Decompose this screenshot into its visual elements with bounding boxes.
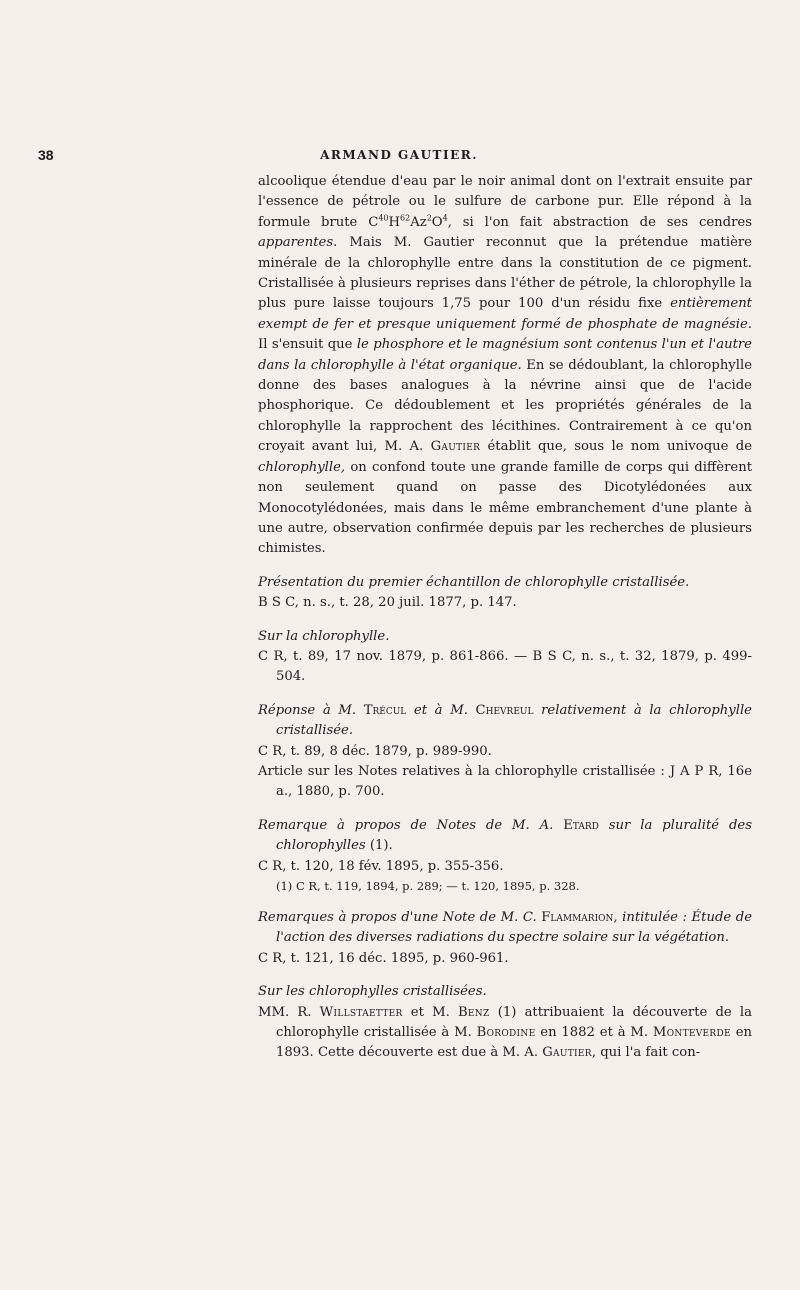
small-caps-name: Borodine: [476, 1025, 536, 1041]
formula-part: C: [368, 214, 379, 230]
page-number: 38: [38, 147, 54, 163]
bibliography-entry: [258, 701, 752, 803]
text-run: Il s'ensuit que: [258, 337, 357, 353]
formula: [368, 215, 447, 230]
entry-paragraph: [258, 1003, 752, 1064]
small-caps-name: Benz: [457, 1004, 490, 1020]
entry-title: [258, 701, 752, 742]
small-caps-name: Flammarion: [541, 910, 614, 925]
text-run: En se dédoublant, la chlorophylle donne des bases analogues à la névrine ainsi que de l'acide phosphorique. Ce dédoublement et les propriétés générales de la chlorophylle la rapprochent des lécithines. Contrairement à ce qu'on croyait avant lui, M. A.: [258, 357, 752, 455]
entry-title: Sur les chlorophylles cristallisées.: [258, 984, 487, 1000]
title-run: Remarques à propos d'une Note de M. C.: [258, 910, 542, 925]
small-caps-name: Trécul: [363, 702, 407, 718]
formula-sup: 62: [400, 213, 411, 223]
text-run: , si l'on fait abstraction de ses cendres: [447, 214, 752, 230]
bibliography-entry: [258, 573, 752, 614]
entry-reference: C R, t. 89, 8 déc. 1879, p. 989-990.: [258, 743, 492, 759]
text-run: , qui l'a fait con-: [591, 1045, 701, 1061]
bibliography-entry: [258, 908, 752, 969]
entry-title: [258, 816, 752, 857]
running-title: ARMAND GAUTIER.: [320, 148, 478, 162]
title-run: , intitulée : Étude de l'action des diverses radiations du spectre solaire sur la végétation.: [276, 910, 752, 946]
text-run: alcoolique étendue d'eau par le noir animal dont on l'extrait ensuite par l'essence de pétrole ou le sulfure de carbone pur. Elle répond à la formule brute: [258, 174, 752, 230]
text-run: en 1893. Cette découverte est due à M. A.: [276, 1025, 752, 1061]
small-caps-name: Gautier: [430, 439, 481, 455]
footnote: (1) C R, t. 119, 1894, p. 289; — t. 120, 1895, p. 328.: [276, 879, 580, 893]
text-run: établit que, sous le nom univoque de: [480, 439, 752, 455]
text-run: en 1882 et à M.: [535, 1025, 653, 1041]
entry-reference: C R, t. 120, 18 fév. 1895, p. 355-356.: [258, 858, 504, 874]
small-caps-name: Willstaetter: [319, 1004, 403, 1020]
formula-part: H: [388, 214, 401, 230]
title-run: Réponse à M.: [258, 702, 364, 718]
small-caps-name: Etard: [563, 817, 599, 833]
small-caps-name: Gautier: [542, 1045, 592, 1061]
text-run: on confond toute une grande famille de corps qui diffèrent non seulement quand on passe des Dicotylédonées aux Monocotylédonées, mais dans le même embranchement d'une plante à une autre, observation confirmée depuis par les recherches de plusieurs chimistes.: [258, 459, 752, 557]
title-run: sur la pluralité des chlorophylles: [276, 817, 752, 854]
italic-run: apparentes.: [258, 235, 338, 251]
bibliography-entry: [258, 627, 752, 688]
page-body: [258, 172, 752, 1064]
text-run: (1) attribuaient la découverte de la chlorophylle cristallisée à M.: [276, 1004, 752, 1041]
title-run: Remarque à propos de Notes de M. A.: [258, 817, 564, 833]
intro-paragraph: [258, 172, 752, 560]
text-run: Mais M. Gautier reconnut que la prétendue matière minérale de la chlorophylle entre dans la constitution de ce pigment. Cristallisée à plusieurs reprises dans l'éther de pétrole, la chlorophylle la plus pure laisse toujours 1,75 pour 100 d'un résidu fixe: [258, 235, 752, 312]
italic-run: entièrement exempt de fer et presque uniquement formé de phosphate de magnésie.: [258, 296, 752, 332]
text-run: et M.: [402, 1004, 458, 1020]
footnote-marker: (1).: [365, 838, 393, 854]
entry-reference: C R, t. 89, 17 nov. 1879, p. 861-866. — B S C, n. s., t. 32, 1879, p. 499-504.: [258, 648, 752, 685]
entry-reference: B S C, n. s., t. 28, 20 juil. 1877, p. 147.: [258, 595, 517, 611]
small-caps-name: Chevreul: [475, 702, 534, 718]
bibliography-entry: [258, 816, 752, 895]
italic-run: le phosphore et le magnésium sont contenus l'un et l'autre dans la chlorophylle à l'état organique.: [258, 337, 752, 373]
entry-reference: C R, t. 121, 16 déc. 1895, p. 960-961.: [258, 950, 509, 966]
entry-reference: Article sur les Notes relatives à la chlorophylle cristallisée : J A P R, 16e a., 1880, p. 700.: [258, 763, 752, 800]
entry-title: Présentation du premier échantillon de chlorophylle cristallisée.: [258, 574, 690, 590]
formula-part: O: [431, 214, 443, 230]
entry-title: [258, 908, 752, 949]
formula-sup: 4: [442, 213, 448, 223]
small-caps-name: Monteverde: [652, 1025, 731, 1041]
entry-title: Sur la chlorophylle.: [258, 628, 390, 644]
italic-run: chlorophylle,: [258, 459, 346, 475]
formula-part: Az: [410, 214, 427, 230]
formula-sup: 2: [426, 213, 432, 223]
running-head: [38, 147, 760, 165]
title-run: relativement à la chlorophylle cristallisée.: [276, 702, 752, 739]
formula-sup: 40: [378, 213, 389, 223]
bibliography-entry: [258, 982, 752, 1064]
title-run: et à M.: [406, 702, 476, 718]
text-run: MM. R.: [258, 1004, 320, 1020]
